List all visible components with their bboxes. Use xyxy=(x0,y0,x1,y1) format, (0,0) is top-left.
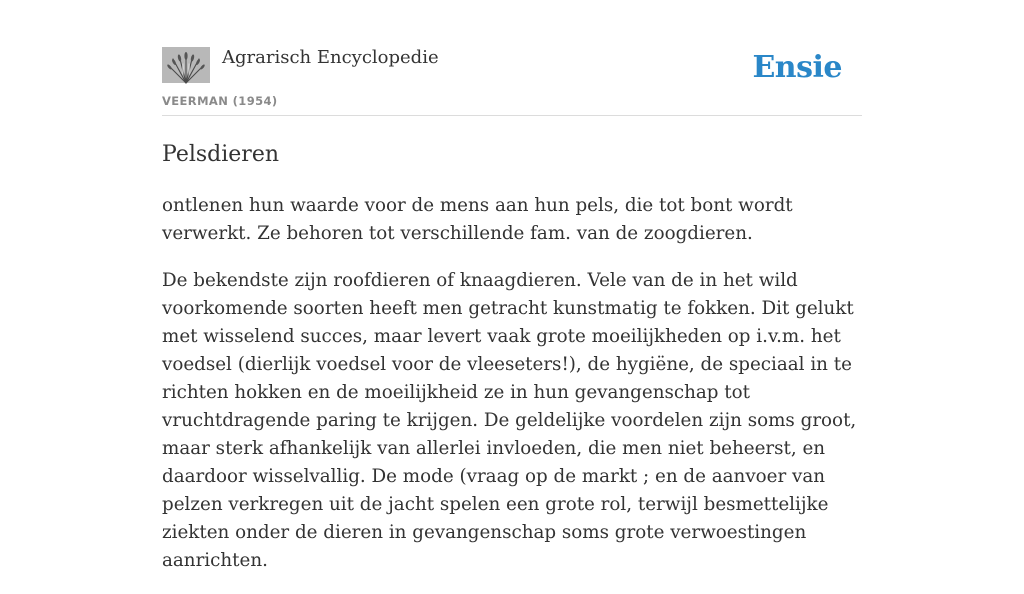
book-title-link[interactable]: Agrarisch Encyclopedie xyxy=(222,47,439,68)
content-column xyxy=(162,0,862,571)
paragraph: De bekendste zijn roofdieren of knaagdieren. Vele van de in het wild voorkomende soorten heeft men getracht kunstmatig te fokken. Dit gelukt met wisselend succes, maar levert vaak grote moeilijkheden op i.v.m. het voedsel (dierlijk voedsel voor de vleeseters!), de hygiëne, de speciaal in te richten hokken en de moeilijkheid ze in hun gevangenschap tot vruchtdragende paring te krijgen. De geldelijke voordelen zijn soms groot, maar sterk afhankelijk van allerlei invloeden, die men niet beheerst, en daardoor wisselvallig. De mode (vraag op de markt ; en de aanvoer van pelzen verkregen uit de jacht spelen een grote rol, terwijl besmettelijke ziekten onder de dieren in gevangenschap soms grote verwoestingen aanrichten. xyxy=(162,270,857,571)
book-header xyxy=(162,0,862,116)
author-year: VEERMAN (1954) xyxy=(162,94,278,108)
wheat-logo-icon[interactable] xyxy=(162,47,210,83)
entry-body xyxy=(162,192,866,594)
entry-title: Pelsdieren xyxy=(162,142,280,167)
paragraph: ontlenen hun waarde voor de mens aan hun pels, die tot bont wordt verwerkt. Ze behoren tot verschillende fam. van de zoogdieren. xyxy=(162,195,793,244)
ensie-brand-logo[interactable]: Ensie xyxy=(752,50,842,85)
